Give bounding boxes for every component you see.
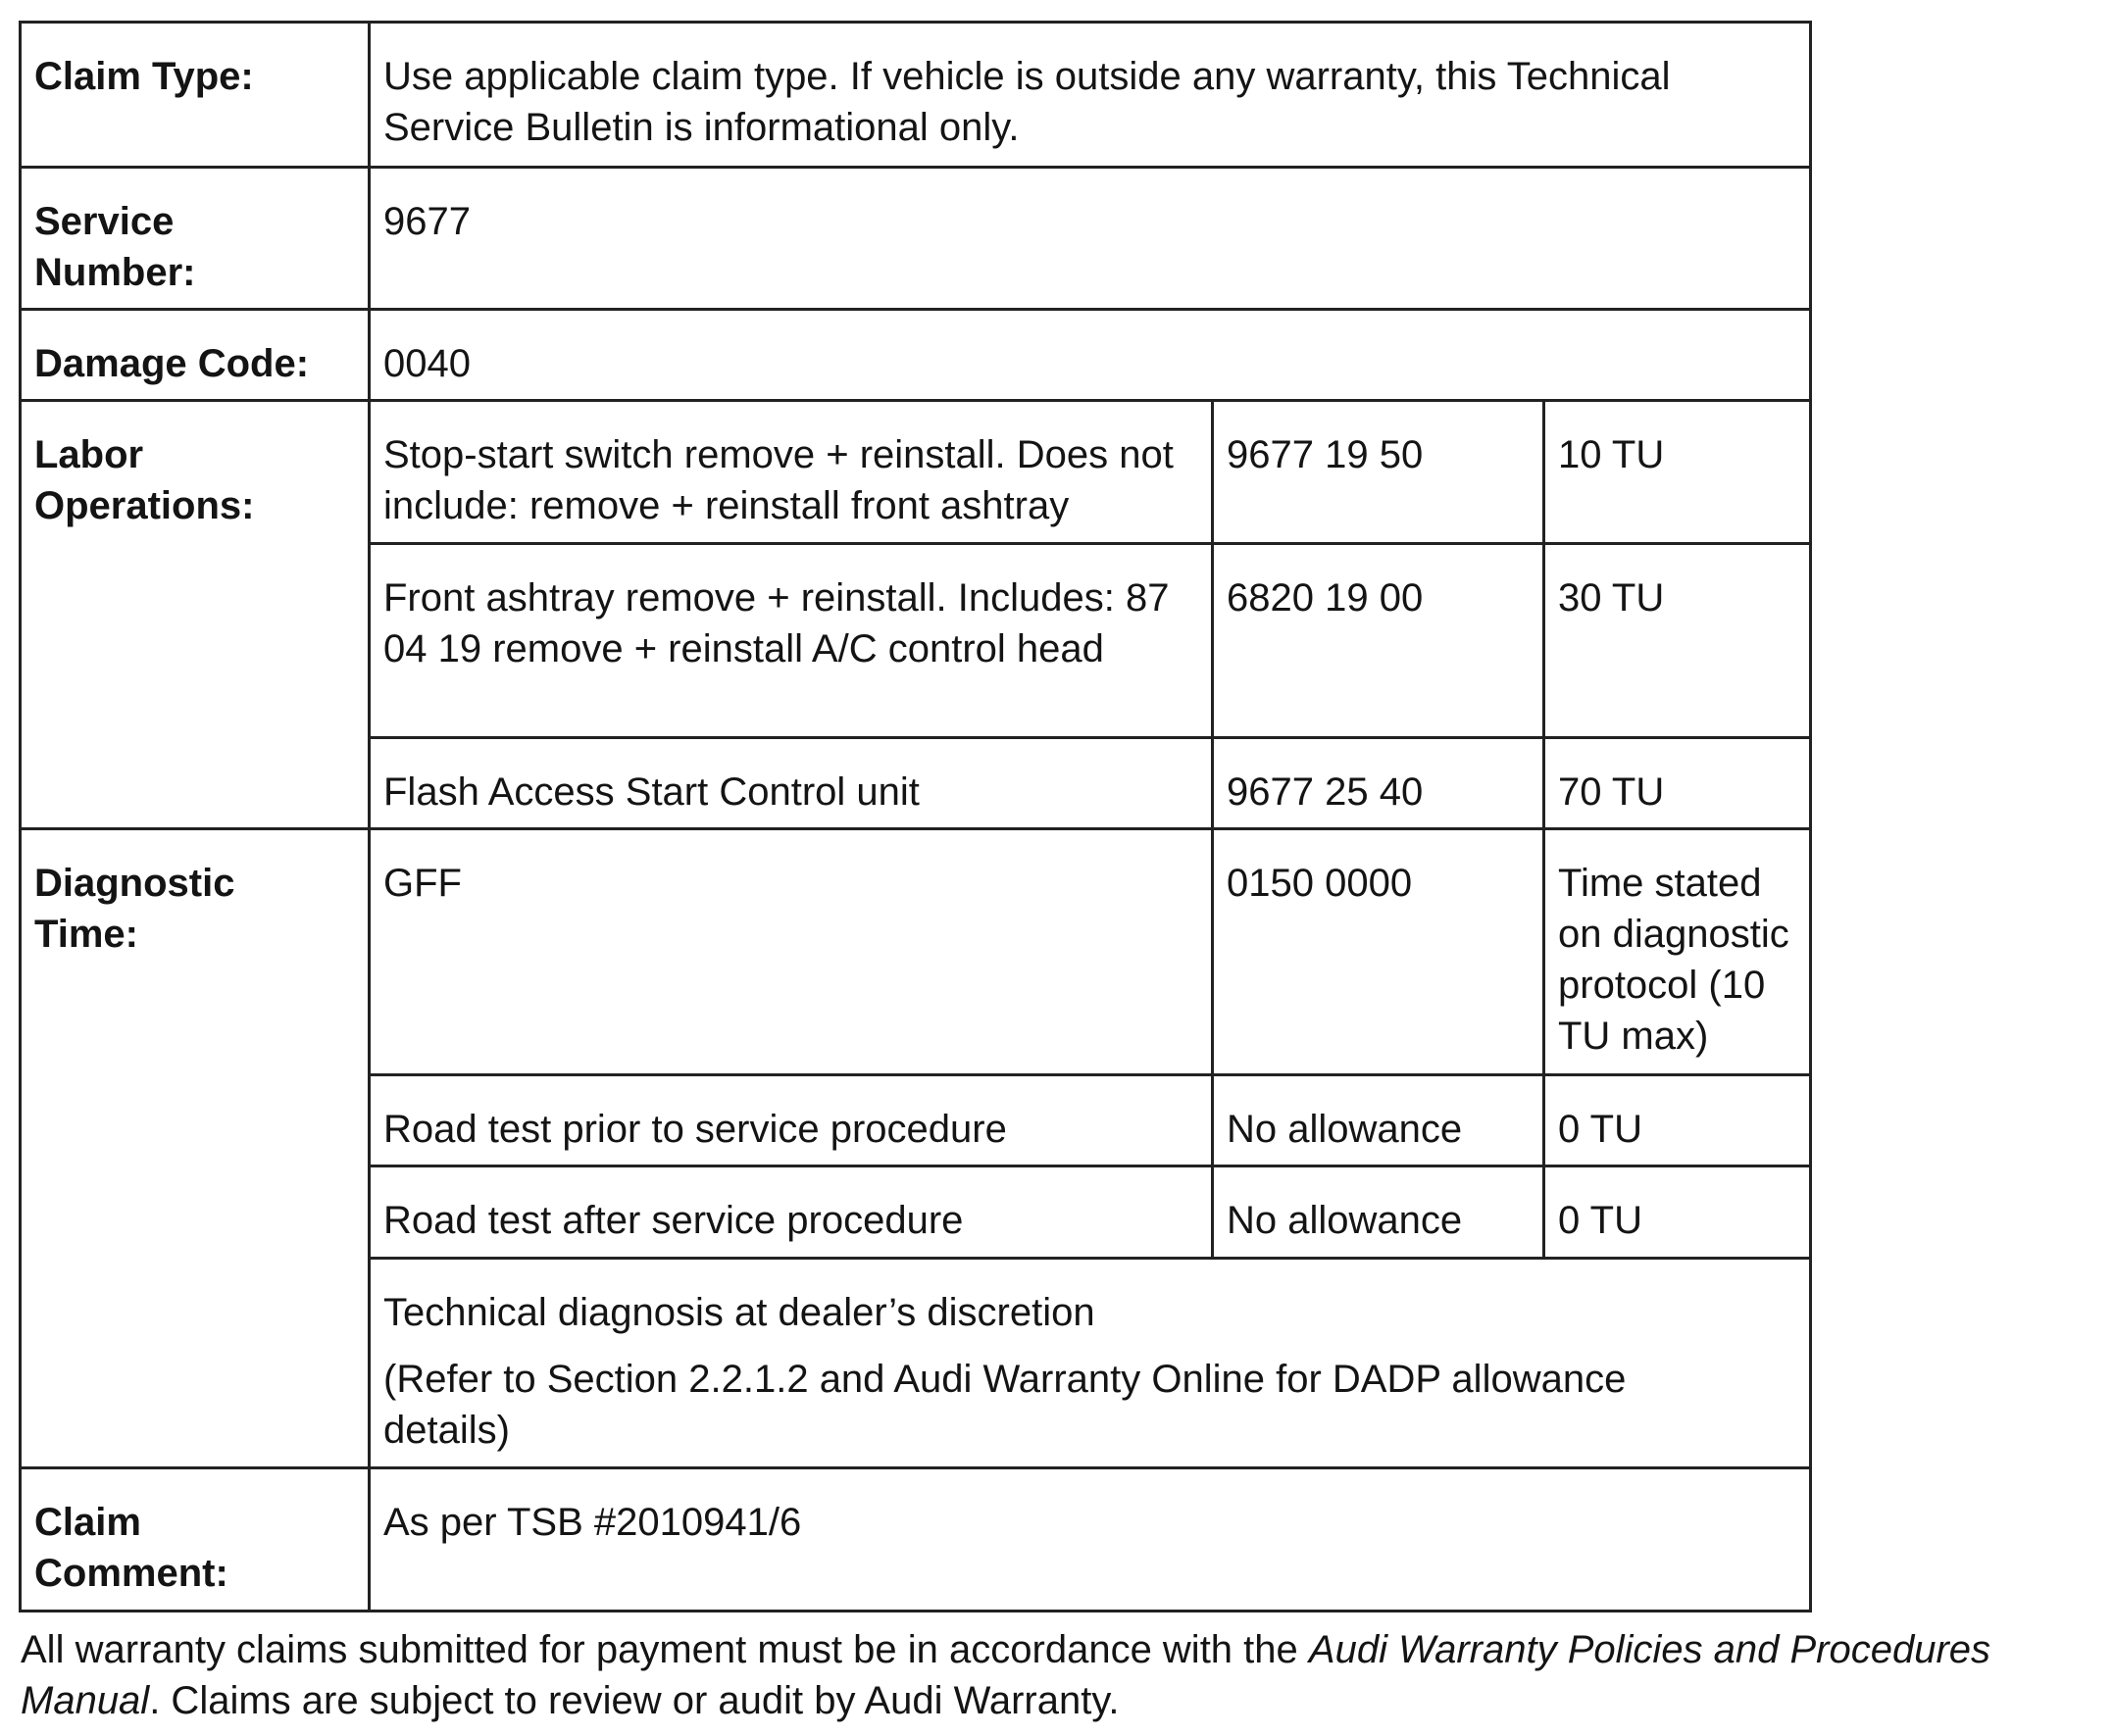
claim-type-row xyxy=(21,23,1811,168)
labor-operation-description: Stop-start switch remove + reinstall. Does not include: remove + reinstall front ashtray xyxy=(370,401,1213,544)
diagnostic-code: No allowance xyxy=(1213,1166,1544,1259)
service-number-label: Service Number: xyxy=(21,168,370,310)
diagnostic-time-value: 0 TU xyxy=(1544,1166,1811,1259)
labor-operations-label: Labor Operations: xyxy=(21,401,370,829)
damage-code-label: Damage Code: xyxy=(21,310,370,401)
labor-operation-time: 70 TU xyxy=(1544,738,1811,829)
claim-type-label: Claim Type: xyxy=(21,23,370,168)
labor-operation-time: 30 TU xyxy=(1544,544,1811,738)
diagnostic-description: GFF xyxy=(370,829,1213,1075)
diagnostic-time-label: Diagnostic Time: xyxy=(21,829,370,1468)
claim-comment-row xyxy=(21,1468,1811,1612)
damage-code-row xyxy=(21,310,1811,401)
labor-operation-description: Front ashtray remove + reinstall. Includes: 87 04 19 remove + reinstall A/C control head xyxy=(370,544,1213,738)
diagnostic-description: Road test prior to service procedure xyxy=(370,1075,1213,1166)
claim-comment-label: Claim Comment: xyxy=(21,1468,370,1612)
diagnostic-code: No allowance xyxy=(1213,1075,1544,1166)
service-number-row xyxy=(21,168,1811,310)
damage-code-value: 0040 xyxy=(370,310,1811,401)
warranty-claim-table xyxy=(19,21,1812,1612)
labor-operation-code: 9677 19 50 xyxy=(1213,401,1544,544)
diagnostic-code: 0150 0000 xyxy=(1213,829,1544,1075)
labor-operation-row xyxy=(21,401,1811,544)
technical-diagnosis-cell xyxy=(370,1259,1811,1468)
diagnostic-row xyxy=(21,829,1811,1075)
service-number-value: 9677 xyxy=(370,168,1811,310)
labor-operation-description: Flash Access Start Control unit xyxy=(370,738,1213,829)
footer-text-before: All warranty claims submitted for payment must be in accordance with the xyxy=(21,1628,1309,1671)
technical-diagnosis-text: Technical diagnosis at dealer’s discretion xyxy=(383,1291,1095,1334)
labor-operation-code: 9677 25 40 xyxy=(1213,738,1544,829)
labor-operation-code: 6820 19 00 xyxy=(1213,544,1544,738)
claim-comment-value: As per TSB #2010941/6 xyxy=(370,1468,1811,1612)
diagnostic-time-value: Time stated on diagnostic protocol (10 TU max) xyxy=(1544,829,1811,1075)
technical-diagnosis-note: (Refer to Section 2.2.1.2 and Audi Warranty Online for DADP allowance details) xyxy=(383,1358,1627,1452)
manual-title: Audi Warranty Policies and Procedures Manual xyxy=(21,1628,1991,1722)
diagnostic-time-value: 0 TU xyxy=(1544,1075,1811,1166)
warranty-footer-note xyxy=(21,1624,2099,1726)
diagnostic-description: Road test after service procedure xyxy=(370,1166,1213,1259)
footer-text-after: . Claims are subject to review or audit by Audi Warranty. xyxy=(149,1679,1120,1722)
labor-operation-time: 10 TU xyxy=(1544,401,1811,544)
claim-type-value: Use applicable claim type. If vehicle is outside any warranty, this Technical Service Bulletin is informational only. xyxy=(370,23,1811,168)
